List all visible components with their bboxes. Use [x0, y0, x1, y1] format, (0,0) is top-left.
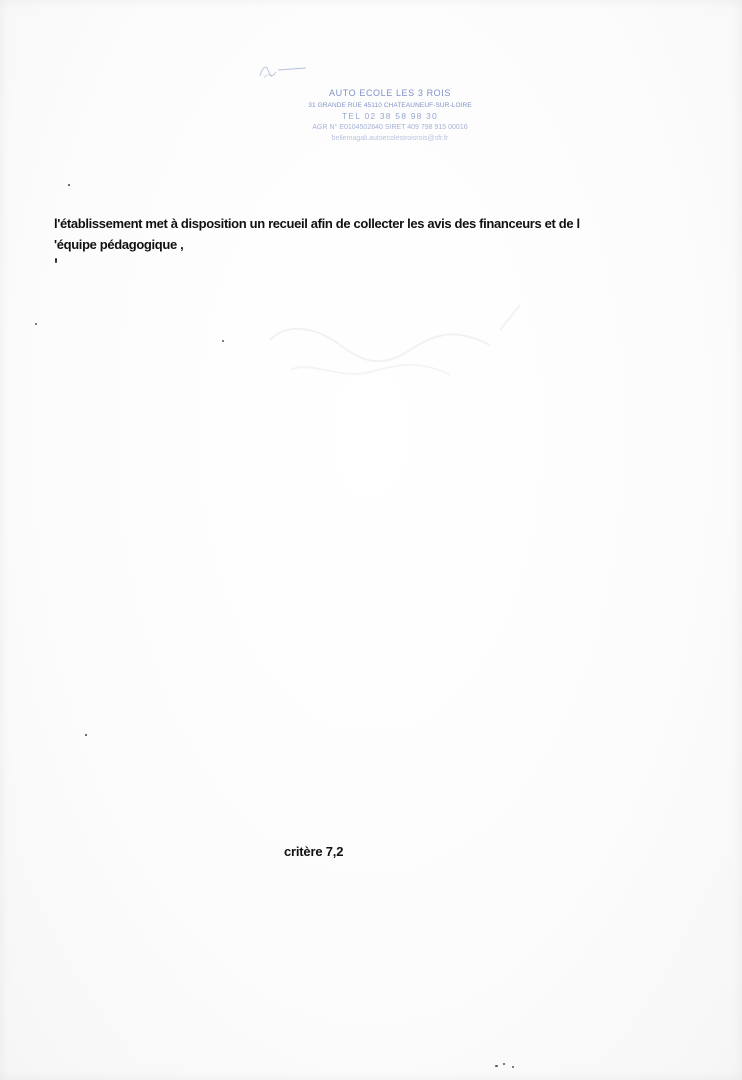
dust-speck — [222, 340, 224, 342]
stamp-email: bellemagali.autoecolestroisrois@sfr.fr — [331, 135, 449, 142]
embossed-impression — [250, 300, 530, 410]
stamp-title: AUTO ECOLE LES 3 ROIS — [329, 88, 451, 98]
statement-paragraph — [54, 213, 694, 255]
dust-speck — [68, 184, 70, 186]
stamp-address: 31 GRANDE RUE 45110 CHATEAUNEUF-SUR-LOIRE — [308, 102, 472, 109]
company-stamp — [270, 88, 510, 144]
dust-speck — [512, 1066, 514, 1068]
stamp-phone: TEL 02 38 58 98 30 — [342, 111, 438, 121]
dust-speck — [85, 734, 87, 736]
criterion-label: critère 7,2 — [284, 844, 344, 859]
dust-speck — [35, 323, 37, 325]
dust-speck — [503, 1063, 505, 1065]
stamp-registration: AGR N° E0104502640 SIRET 409 798 915 00016 — [312, 124, 468, 131]
statement-line-2: 'équipe pédagogique , — [54, 237, 184, 252]
signature-scribble — [254, 56, 314, 82]
stray-ink-mark — [55, 258, 57, 263]
dust-speck — [495, 1065, 498, 1067]
statement-line-1: l'établissement met à disposition un recueil afin de collecter les avis des financeurs et de l — [54, 216, 580, 231]
